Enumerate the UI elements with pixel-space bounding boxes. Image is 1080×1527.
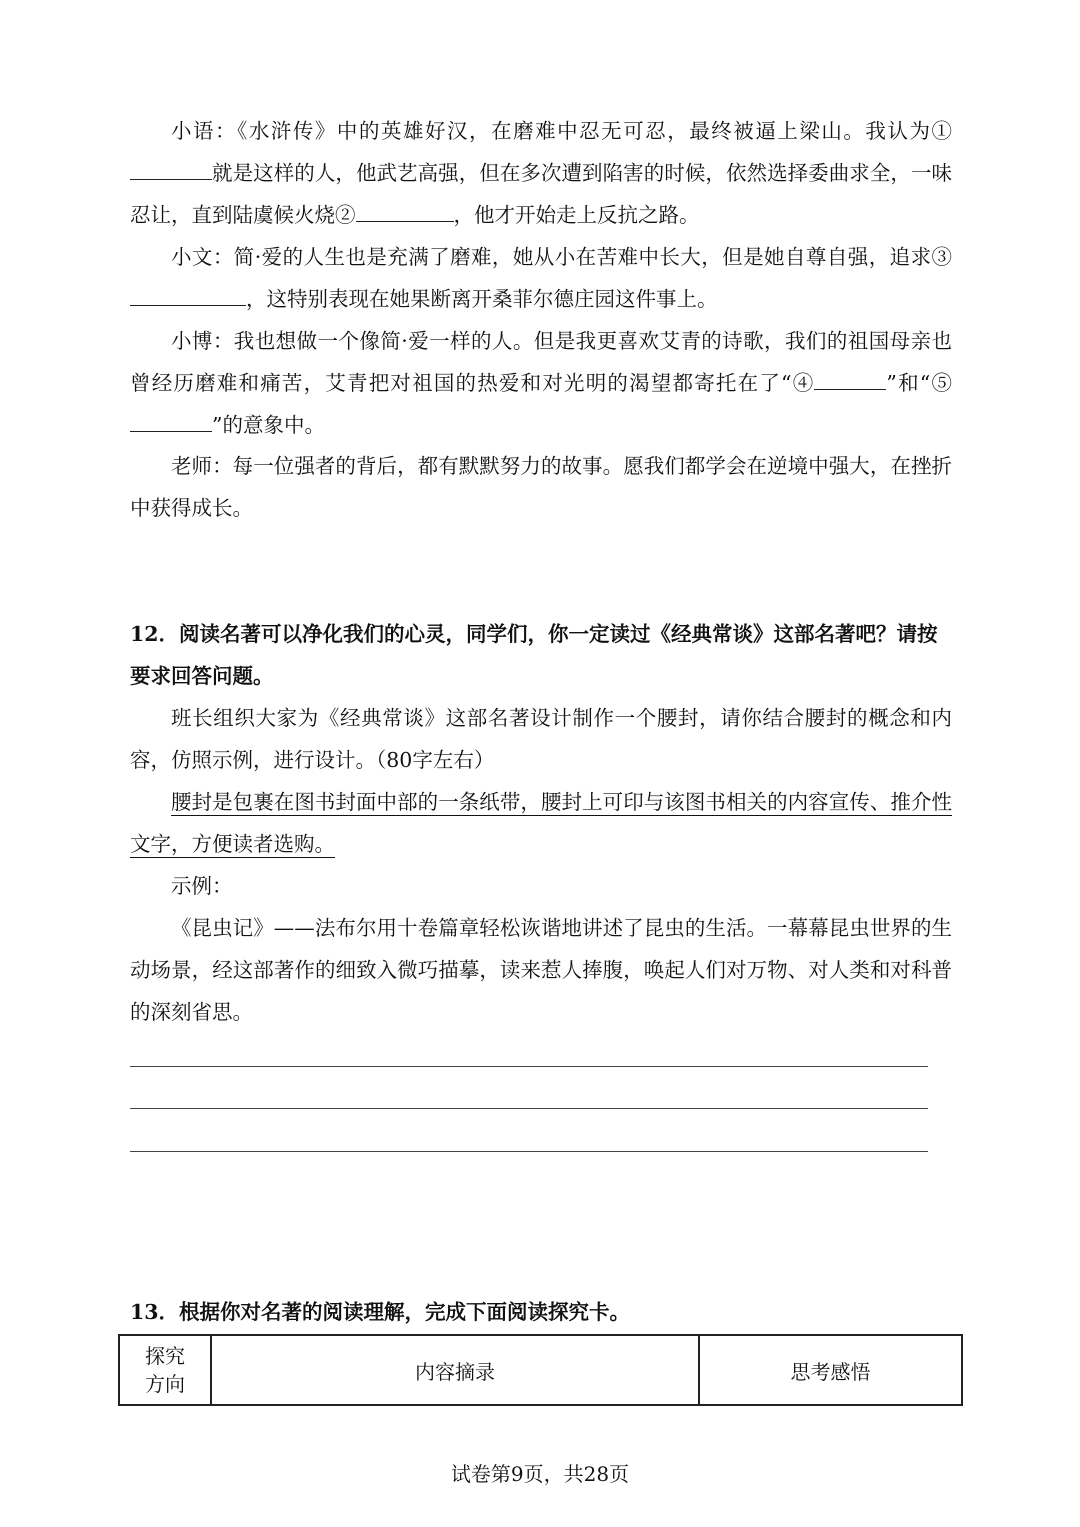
blank-3[interactable] xyxy=(130,283,246,306)
header-excerpt: 内容摘录 xyxy=(211,1335,699,1405)
example-text: 《昆虫记》——法布尔用十卷篇章轻松诙谐地讲述了昆虫的生活。一幕幕昆虫世界的生动场景，经这部著作的细致入微巧描摹，读来惹人捧腹，唤起人们对万物、对人类和对科普的深刻省思。 xyxy=(130,916,952,1024)
dialogue-xiaoyu: 小语：《水浒传》中的英雄好汉，在磨难中忍无可忍，最终被逼上梁山。我认为①就是这样的人，他武艺高强，但在多次遭到陷害的时候，依然选择委曲求全，一味忍让，直到陆虞候火烧② ，他才开始走上反抗之路。 xyxy=(130,119,952,227)
answer-line-3[interactable] xyxy=(130,1151,928,1152)
header-reflection: 思考感悟 xyxy=(699,1335,962,1405)
header-direction: 探究 方向 xyxy=(119,1335,211,1405)
question-12-prompt: 班长组织大家为《经典常谈》这部名著设计制作一个腰封，请你结合腰封的概念和内容，仿照示例，进行设计。（80字左右） xyxy=(130,706,952,772)
dialogue-xiaobo: 小博：我也想做一个像简·爱一样的人。但是我更喜欢艾青的诗歌，我们的祖国母亲也曾经历磨难和痛苦，艾青把对祖国的热爱和对光明的渴望都寄托在了“④ ”和“⑤”的意象中。 xyxy=(130,329,952,437)
question-13-title: 13．根据你对名著的阅读理解，完成下面阅读探究卡。 xyxy=(130,1300,631,1324)
research-card-table xyxy=(118,1334,963,1406)
dialogue-teacher: 老师：每一位强者的背后，都有默默努力的故事。愿我们都学会在逆境中强大，在挫折中获得成长。 xyxy=(130,454,952,520)
question-12-title: 12．阅读名著可以净化我们的心灵，同学们，你一定读过《经典常谈》这部名著吧？请按要求回答问题。 xyxy=(130,622,938,688)
blank-2[interactable] xyxy=(356,199,454,222)
answer-line-2[interactable] xyxy=(130,1108,928,1109)
blank-4[interactable] xyxy=(814,367,886,390)
dialogue-xiaowen: 小文：简·爱的人生也是充满了磨难，她从小在苦难中长大，但是她自尊自强，追求③，这特别表现在她果断离开桑菲尔德庄园这件事上。 xyxy=(130,237,952,321)
blank-1[interactable] xyxy=(130,157,212,180)
page-footer: 试卷第9页，共28页 xyxy=(450,1462,630,1486)
waistband-definition: 腰封是包裹在图书封面中部的一条纸带，腰封上可印与该图书相关的内容宣传、推介性文字，方便读者选购。 xyxy=(130,790,952,856)
answer-line-1[interactable] xyxy=(130,1066,928,1067)
example-label: 示例： xyxy=(171,874,233,898)
blank-5[interactable] xyxy=(130,409,212,432)
